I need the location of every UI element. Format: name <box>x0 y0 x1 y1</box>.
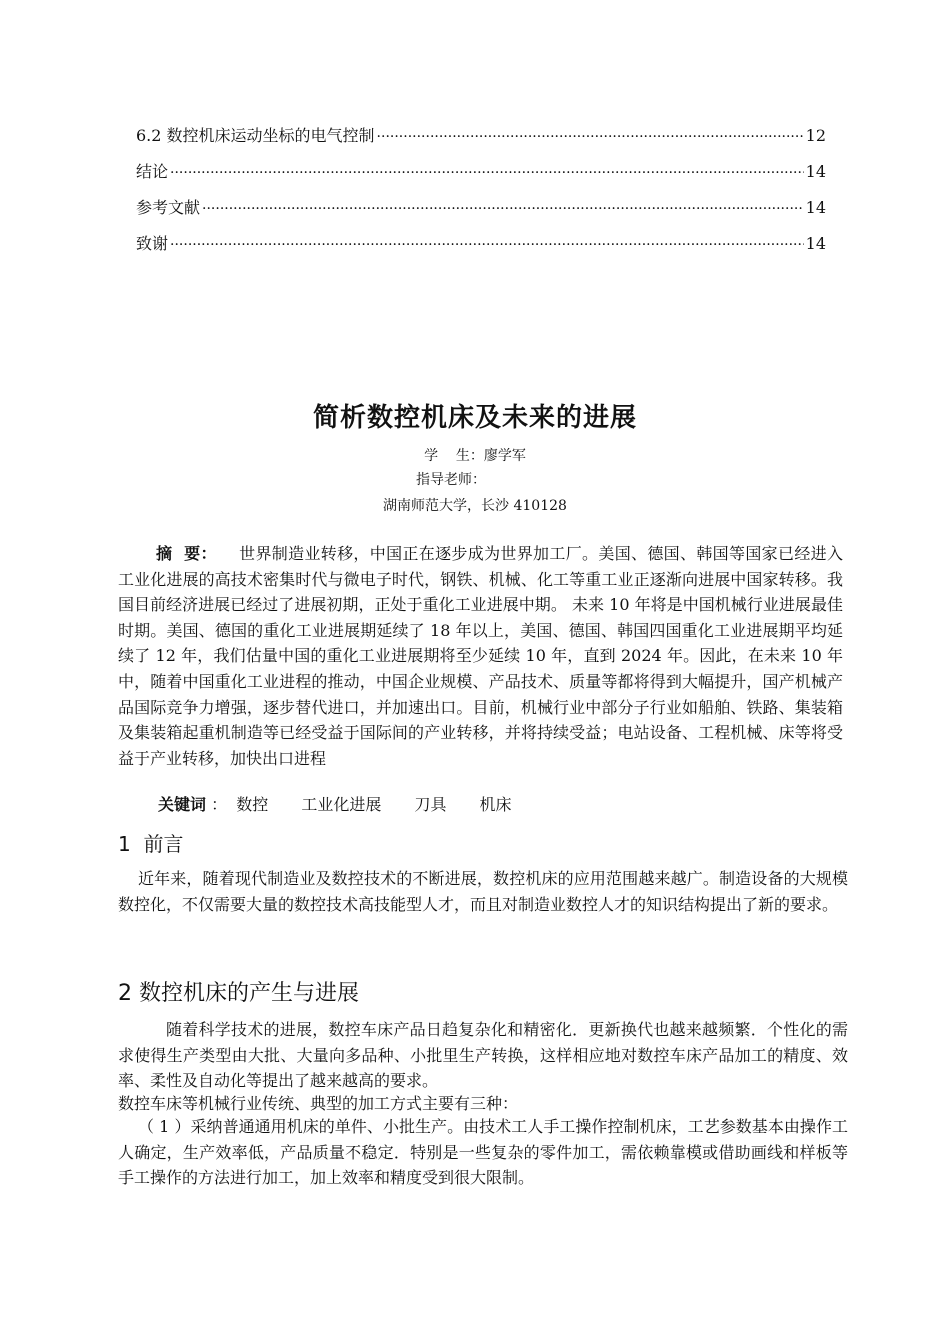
keyword: 工业化进展 <box>301 795 382 814</box>
toc-entry-page: 14 <box>805 162 826 181</box>
toc-dot-leader <box>170 161 804 185</box>
toc-dot-leader <box>202 197 804 221</box>
paper-title: 简析数控机床及未来的进展 <box>312 403 637 433</box>
abstract-text: 世界制造业转移，中国正在逐步成为世界加工厂。美国、德国、韩国等国家已经进入工业化进展的高技术密集时代与微电子时代，钢铁、机械、化工等重工业正逐渐向进展中国家转移。我国目前经济进展已经过了进展初期，正处于重化工业进展中期。 未来 10 年将是中国机械行业进展最佳时期。美国、德国的重化工业进展期延续了 18 年以上，美国、德国、韩国四国重化工业进展期平均延续了 12 年，我们估量中国的重化工业进展期将至少延续 10 年，直到 2024 年。因此，在未来 10 年中，随着中国重化工业进程的推动，中国企业规模、产品技术、质量等都将得到大幅提升，国产机械产品国际竞争力增强，逐步替代进口，并加速出口。目前，机械行业中部分子行业如船舶、铁路、集装箱及集装箱起重机制造等已经受益于国际间的产业转移，并将持续受益；电站设备、工程机械、床等将受益于产业转移，加快出口进程 <box>118 544 843 768</box>
toc-entry-label: 参考文献 <box>136 198 201 217</box>
toc-entry[interactable] <box>136 124 826 160</box>
advisor-line: 指导老师： <box>416 472 486 488</box>
toc-entry-label: 致谢 <box>136 234 169 253</box>
keyword: 数控 <box>236 795 269 814</box>
section-heading-development: 2 数控机床的产生与进展 <box>118 981 359 1006</box>
keywords-separator: ： <box>211 795 228 814</box>
toc-entry-label: 6.2 数控机床运动坐标的电气控制 <box>136 126 375 145</box>
abstract-label: 摘 要： <box>156 544 217 563</box>
keywords-label: 关键词 <box>158 795 207 814</box>
section-development-paragraph-2: 数控车床等机械行业传统、典型的加工方式主要有三种： <box>118 1094 519 1113</box>
toc-entry[interactable] <box>136 160 826 196</box>
toc-entry-page: 12 <box>805 126 826 145</box>
keyword: 机床 <box>479 795 512 814</box>
section-heading-intro: 1 前言 <box>118 832 184 856</box>
section-development-list-item: （ 1 ）采纳普通通用机床的单件、小批生产。由技术工人手工操作控制机床，工艺参数基本由操作工人确定，生产效率低，产品质量不稳定．特别是一些复杂的零件加工，需依赖靠模或借助画线和样板等手工操作的方法进行加工，加上效率和精度受到很大限制。 <box>118 1117 848 1188</box>
toc-dot-leader <box>170 233 804 257</box>
toc-entry-page: 14 <box>805 198 826 217</box>
toc-entry[interactable] <box>136 196 826 232</box>
section-development-paragraph: 随着科学技术的进展，数控车床产品日趋复杂化和精密化．更新换代也越来越频繁．个性化的需求使得生产类型由大批、大量向多品种、小批里生产转换，这样相应地对数控车床产品加工的精度、效率、柔性及自动化等提出了越来越高的要求。 <box>118 1020 848 1091</box>
keyword: 刀具 <box>414 795 447 814</box>
toc-entry-page: 14 <box>805 234 826 253</box>
abstract <box>118 541 843 771</box>
toc-entry[interactable] <box>136 232 826 268</box>
keywords <box>158 793 540 817</box>
section-intro-paragraph: 近年来，随着现代制造业及数控技术的不断进展，数控机床的应用范围越来越广。制造设备的大规模数控化，不仅需要大量的数控技术高技能型人才，而且对制造业数控人才的知识结构提出了新的要求。 <box>118 869 848 914</box>
toc-entry-label: 结论 <box>136 162 169 181</box>
toc-dot-leader <box>377 125 804 149</box>
author-line: 学 生：廖学军 <box>424 448 526 464</box>
table-of-contents <box>136 124 826 268</box>
affiliation-line: 湖南师范大学，长沙 410128 <box>383 498 567 514</box>
